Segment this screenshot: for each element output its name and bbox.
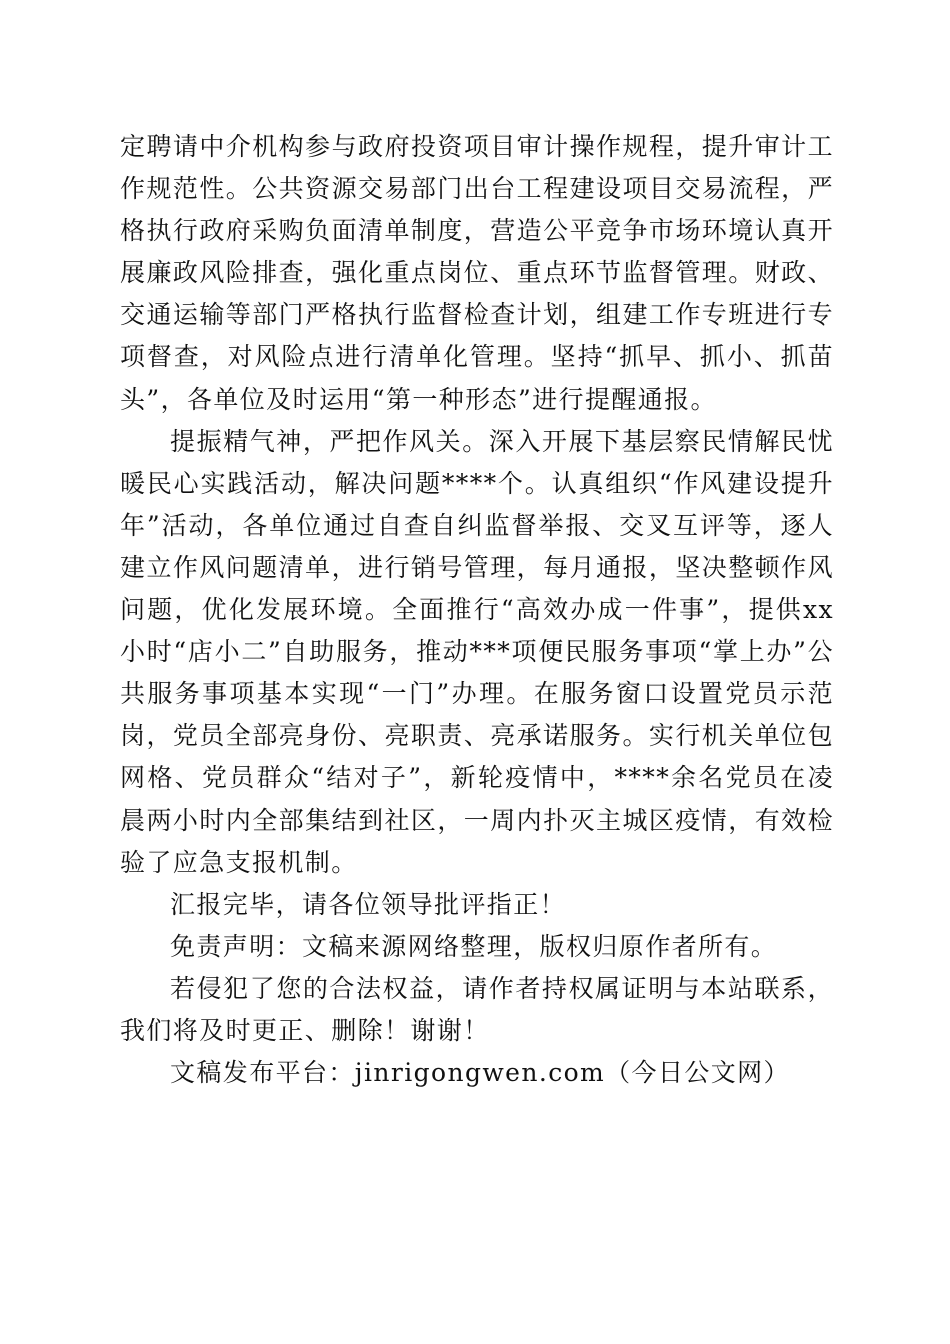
paragraph-infringement-notice: 若侵犯了您的合法权益，请作者持权属证明与本站联系，我们将及时更正、删除！谢谢！ <box>120 973 834 1045</box>
paragraph-publish-platform: 文稿发布平台：jinrigongwen.com（今日公文网） <box>170 1058 790 1088</box>
document-body <box>120 126 834 1094</box>
paragraph-work-style: 提振精气神，严把作风关。深入开展下基层察民情解民忧暖民心实践活动，解决问题****个。认真组织“作风建设提升年”活动，各单位通过自查自纠监督举报、交叉互评等，逐人建立作风问题清单，进行销号管理，每月通报，坚决整顿作风问题，优化发展环境。全面推行“高效办成一件事”，提供xx小时“店小二”自助服务，推动***项便民服务事项“掌上办”公共服务事项基本实现“一门”办理。在服务窗口设置党员示范岗，党员全部亮身份、亮职责、亮承诺服务。实行机关单位包网格、党员群众“结对子”，新轮疫情中，****余名党员在凌晨两小时内全部集结到社区，一周内扑灭主城区疫情，有效检验了应急支报机制。 <box>120 426 834 877</box>
paragraph-closing: 汇报完毕，请各位领导批评指正！ <box>170 889 567 919</box>
paragraph-disclaimer: 免责声明：文稿来源网络整理，版权归原作者所有。 <box>170 931 778 961</box>
paragraph-continuation: 定聘请中介机构参与政府投资项目审计操作规程，提升审计工作规范性。公共资源交易部门出台工程建设项目交易流程，严格执行政府采购负面清单制度，营造公平竞争市场环境认真开展廉政风险排查，强化重点岗位、重点环节监督管理。财政、交通运输等部门严格执行监督检查计划，组建工作专班进行专项督查，对风险点进行清单化管理。坚持“抓早、抓小、抓苗头”，各单位及时运用“第一种形态”进行提醒通报。 <box>120 132 834 414</box>
